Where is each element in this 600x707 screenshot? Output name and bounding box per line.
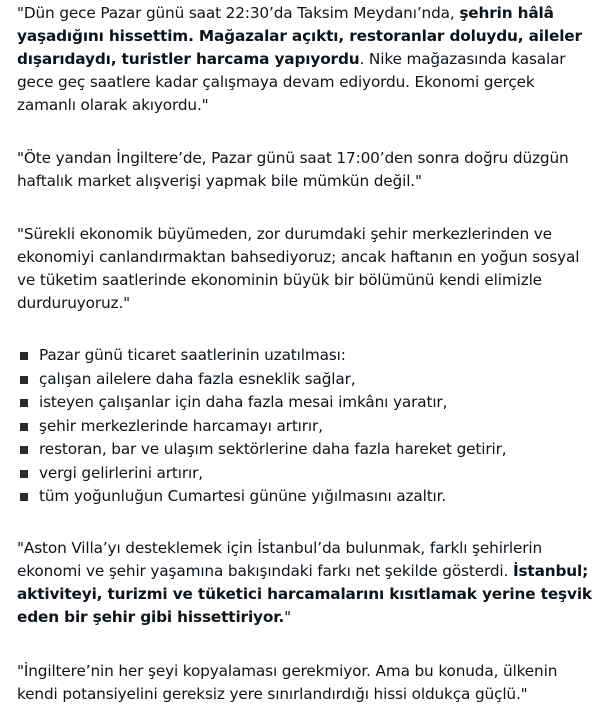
paragraph-4-text-a: "Aston Villa’yı desteklemek için İstanbul’da bulunmak, farklı şehirlerin ekonomi ve şehir yaşamına bakışındaki farkı net şekilde gösterdi. bbox=[17, 539, 543, 580]
list-item bbox=[17, 462, 597, 486]
paragraph-5: "İngiltere’nin her şeyi kopyalaması gerekmiyor. Ama bu konuda, ülkenin kendi potansiyelini gereksiz yere sınırlandırdığı hissi oldukça güçlü." bbox=[17, 662, 558, 703]
list-item bbox=[17, 391, 597, 415]
paragraph-1-text-a: "Dün gece Pazar günü saat 22:30’da Taksim Meydanı’nda, bbox=[17, 4, 460, 22]
list-item-text: şehir merkezlerinde harcamayı artırır, bbox=[39, 416, 323, 435]
list-item-text: restoran, bar ve ulaşım sektörlerine daha fazla hareket getirir, bbox=[39, 440, 507, 458]
paragraph-1 bbox=[17, 2, 597, 117]
paragraph-2: "Öte yandan İngiltere’de, Pazar günü saat 17:00’den sonra doğru düzgün haftalık market alışverişi yapmak bile mümkün değil." bbox=[17, 149, 569, 190]
square-bullet-icon bbox=[20, 446, 28, 454]
list-item-text: tüm yoğunluğun Cumartesi gününe yığılmasını azaltır. bbox=[39, 487, 447, 505]
list-item-text: Pazar günü ticaret saatlerinin uzatılması: bbox=[39, 346, 346, 364]
square-bullet-icon bbox=[20, 423, 28, 431]
list-item bbox=[17, 344, 597, 368]
paragraph-3: "Sürekli ekonomik büyümeden, zor durumdaki şehir merkezlerinden ve ekonomiyi canlandırmaktan bahsediyoruz; ancak haftanın en yoğun sosyal ve tüketim saatlerinde ekonominin büyük bir bölümünü kendi elimizle durduruyoruz." bbox=[17, 225, 580, 312]
square-bullet-icon bbox=[20, 493, 28, 501]
square-bullet-icon bbox=[20, 376, 28, 384]
list-item bbox=[17, 368, 597, 392]
square-bullet-icon bbox=[20, 399, 28, 407]
paragraph-1-bold: şehrin hâlâ yaşadığını hissettim. Mağazalar açıktı, restoranlar doluydu, aileler dışarıdaydı, turistler harcama yapıyordu bbox=[17, 4, 582, 68]
paragraph-4-text-b: " bbox=[284, 608, 291, 626]
list-item bbox=[17, 415, 597, 439]
paragraph-4-bold: İstanbul; aktiviteyi, turizmi ve tüketici harcamalarını kısıtlamak yerine teşvik eden bir şehir gibi hissettiriyor. bbox=[17, 562, 592, 626]
square-bullet-icon bbox=[20, 470, 28, 478]
list-item-text: isteyen çalışanlar için daha fazla mesai imkânı yaratır, bbox=[39, 393, 448, 411]
square-bullet-icon bbox=[20, 352, 28, 360]
paragraph-1-text-b: . Nike mağazasında kasalar gece geç saatlere kadar çalışmaya devam ediyordu. Ekonomi gerçek zamanlı olarak akıyordu." bbox=[17, 50, 566, 114]
list-item bbox=[17, 485, 597, 509]
benefits-list bbox=[17, 344, 597, 509]
list-item-text: çalışan ailelere daha fazla esneklik sağlar, bbox=[39, 369, 356, 388]
list-item-text: vergi gelirlerini artırır, bbox=[39, 463, 203, 482]
paragraph-4 bbox=[17, 537, 597, 629]
list-item bbox=[17, 438, 597, 462]
